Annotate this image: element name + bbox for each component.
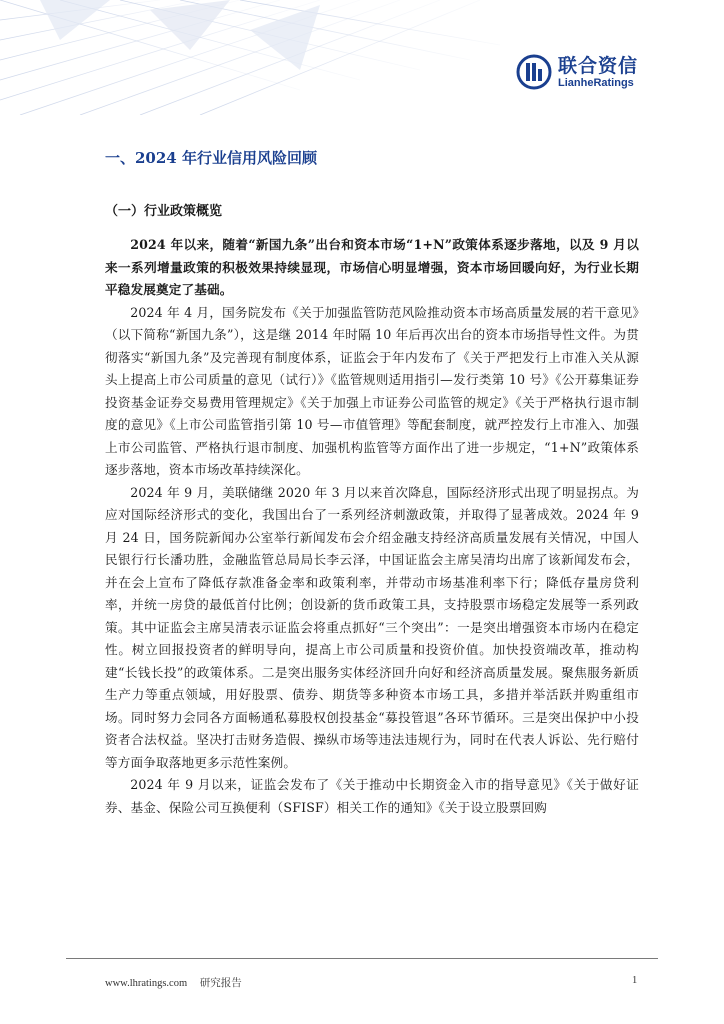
page-number: 1 bbox=[632, 975, 638, 986]
footer-info bbox=[105, 975, 252, 990]
logo-chinese-name: 联合资信 bbox=[558, 54, 639, 77]
footer-website[interactable]: www.lhratings.com bbox=[105, 978, 188, 989]
paragraph: 2024 年 4 月，国务院发布《关于加强监管防范风险推动资本市场高质量发展的若干意见》（以下简称“新国九条”），这是继 2014 年时隔 10 年后再次出台的资本市场指导性文件。为贯彻落实“新国九条”及完善现有制度体系，证监会于年内发布了《关于严把发行上市准入关从源头上提高上市公司质量的意见（试行）》《监管规则适用指引—发行类第 10 号》《公开募集证券投资基金证券交易费用管理规定》《关于加强上市证券公司监管的规定》《关于严格执行退市制度的意见》《上市公司监管指引第 10 号—市值管理》等配套制度，就严控发行上市准入、加强上市公司监管、严格执行退市制度、加强机构监管等方面作出了进一步规定，“1+N”政策体系逐步落地，资本市场改革持续深化。 bbox=[105, 304, 639, 477]
section-title: 一、2024 年行业信用风险回顾 bbox=[105, 149, 317, 167]
paragraph: 2024 年 9 月，美联储继 2020 年 3 月以来首次降息，国际经济形式出现了明显拐点。为应对国际经济形式的变化，我国出台了一系列经济刺激政策，并取得了显著成效。2024 年 9 月 24 日，国务院新闻办公室举行新闻发布会介绍金融支持经济高质量发展有关情况，中国人民银行行长潘功胜，金融监管总局局长李云泽，中国证监会主席吴清均出席了该新闻发布会，并在会上宣布了降低存款准备金率和政策利率，并带动市场基准利率下行；降低存量房贷利率，并统一房贷的最低首付比例；创设新的货币政策工具，支持股票市场稳定发展等一系列政策。其中证监会主席吴清表示证监会将重点抓好“三个突出”：一是突出增强资本市场内在稳定性。树立回报投资者的鲜明导向，提高上市公司质量和投资价值。加快投资端改革，推动构建“长钱长投”的政策体系。二是突出服务实体经济回升向好和经济高质量发展。聚焦服务新质生产力等重点领域，用好股票、债券、期货等多种资本市场工具，多措并举活跃并购重组市场。同时努力会同各方面畅通私募股权创投基金“募投管退”各环节循环。三是突出保护中小投资者合法权益。坚决打击财务造假、操纵市场等违法违规行为，同时在代表人诉讼、先行赔付等方面争取落地更多示范性案例。 bbox=[105, 484, 639, 770]
paragraph: 2024 年 9 月以来，证监会发布了《关于推动中长期资金入市的指导意见》《关于做好证券、基金、保险公司互换便利（SFISF）相关工作的通知》《关于设立股票回购 bbox=[105, 777, 639, 815]
lead-paragraph: 2024 年以来，随着“新国九条”出台和资本市场“1+N”政策体系逐步落地，以及 9 月以来一系列增量政策的积极效果持续显现，市场信心明显增强，资本市场回暖向好，为行业长期平稳发展奠定了基础。 bbox=[105, 237, 639, 297]
company-logo bbox=[516, 54, 638, 90]
logo-english-name: LianheRatings bbox=[558, 76, 634, 89]
lianhe-logo-icon bbox=[516, 54, 552, 90]
footer-doc-type: 研究报告 bbox=[199, 978, 242, 989]
footer-divider bbox=[66, 958, 658, 959]
subsection-title: （一）行业政策概览 bbox=[105, 204, 223, 219]
document-body bbox=[105, 146, 639, 819]
